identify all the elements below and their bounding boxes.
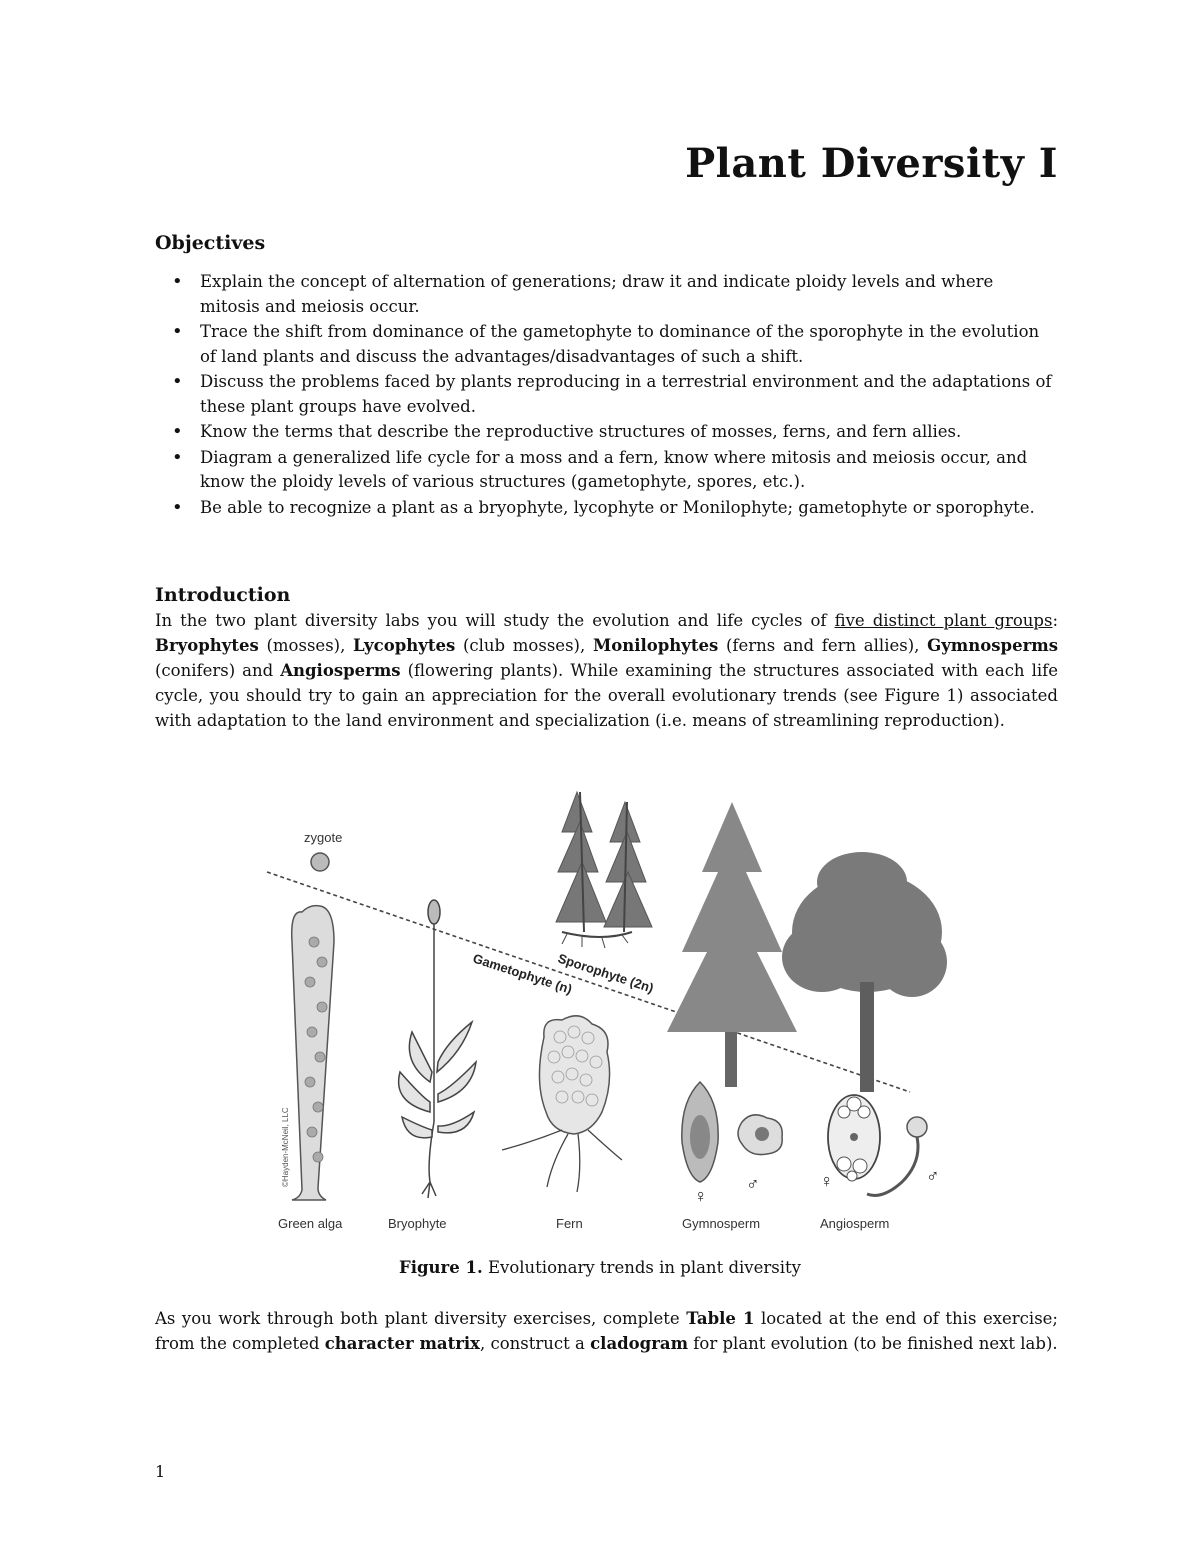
intro-underline: five distinct plant groups	[834, 611, 1053, 630]
cladogram-term: cladogram	[590, 1334, 689, 1353]
intro-lead: In the two plant diversity labs you will study the evolution and life cycles of	[155, 611, 835, 630]
objectives-list	[155, 270, 1055, 521]
text-run: As you work through both plant diversity exercises, complete	[155, 1309, 687, 1328]
text-run: , construct a	[480, 1334, 591, 1353]
fern-sporophyte-icon	[556, 792, 652, 948]
group-label: Angiosperm	[820, 1216, 890, 1231]
group-label: Bryophyte	[388, 1216, 447, 1231]
introduction-paragraph	[155, 608, 1058, 733]
female-symbol: ♀	[820, 1171, 834, 1191]
intro-colon: :	[1052, 611, 1059, 630]
group-name: Gymnosperms	[927, 636, 1059, 655]
page-number: 1	[155, 1462, 166, 1481]
caption-label: Figure 1.	[399, 1258, 483, 1277]
objective-item: • Explain the concept of alternation of generations; draw it and indicate ploidy levels and where mitosis and meiosis occur.	[155, 270, 1055, 319]
group-label: Green alga	[278, 1216, 343, 1231]
group-label: Fern	[556, 1216, 583, 1231]
male-symbol: ♂	[746, 1174, 760, 1194]
objectives-heading: Objectives	[155, 232, 266, 254]
group-desc: (flowering plants).	[400, 661, 571, 680]
character-matrix-term: character matrix	[324, 1334, 481, 1353]
group-name: Monilophytes	[592, 636, 719, 655]
intro-tail: While examining the structures associated with each life cycle, you should try to gain an appreciation for the overall evolutionary trends (see Figure 1) associated with adaptation to the land environment and specialization (i.e. means of streamlining reproduction).	[155, 661, 1058, 730]
fern-gametophyte-icon	[502, 1016, 622, 1192]
copyright-text: ©Hayden-McNeil, LLC	[281, 1107, 290, 1187]
page-title: Plant Diversity I	[685, 140, 1058, 187]
angiosperm-gametophyte-icon	[828, 1095, 927, 1196]
table-instructions-paragraph	[155, 1306, 1058, 1356]
objective-item: • Diagram a generalized life cycle for a moss and a fern, know where mitosis and meiosis occur, and know the ploidy levels of various structures (gametophyte, spores, etc.).	[155, 446, 1055, 495]
group-desc: (club mosses),	[455, 636, 593, 655]
group-name: Lycophytes	[353, 636, 456, 655]
gametophyte-label: Gametophyte (n)	[471, 950, 574, 997]
zygote-label: zygote	[304, 830, 343, 845]
group-name: Bryophytes	[155, 636, 259, 655]
group-desc: (mosses),	[258, 636, 354, 655]
table-ref: Table 1	[686, 1309, 755, 1328]
female-symbol: ♀	[694, 1186, 708, 1206]
group-desc: (conifers) and	[155, 661, 281, 680]
group-label: Gymnosperm	[682, 1216, 761, 1231]
sporophyte-label: Sporophyte (2n)	[556, 950, 656, 996]
group-name: Angiosperms	[280, 661, 401, 680]
group-desc: (ferns and fern allies),	[718, 636, 928, 655]
bryophyte-icon	[399, 900, 476, 1198]
introduction-heading: Introduction	[155, 584, 291, 606]
male-symbol: ♂	[926, 1166, 940, 1186]
objective-item: • Discuss the problems faced by plants reproducing in a terrestrial environment and the adaptations of these plant groups have evolved.	[155, 370, 1055, 419]
zygote-icon	[311, 853, 329, 871]
caption-text: Evolutionary trends in plant diversity	[482, 1258, 801, 1277]
green-alga-icon	[292, 906, 334, 1200]
objective-item: • Know the terms that describe the reproductive structures of mosses, ferns, and fern allies.	[155, 420, 1055, 445]
evolution-illustration	[262, 782, 952, 1242]
conifer-tree-icon	[667, 802, 797, 1087]
evolution-figure	[262, 782, 952, 1242]
figure-caption	[0, 1258, 1200, 1277]
objective-item: • Be able to recognize a plant as a bryophyte, lycophyte or Monilophyte; gametophyte or sporophyte.	[155, 496, 1055, 521]
text-run: located at the end of this exercise; from the completed	[155, 1309, 1058, 1353]
gymnosperm-gametophyte-icon	[682, 1082, 782, 1182]
objective-item: • Trace the shift from dominance of the gametophyte to dominance of the sporophyte in the evolution of land plants and discuss the advantages/disadvantages of such a shift.	[155, 320, 1055, 369]
text-run: for plant evolution (to be finished next lab).	[688, 1334, 1058, 1353]
